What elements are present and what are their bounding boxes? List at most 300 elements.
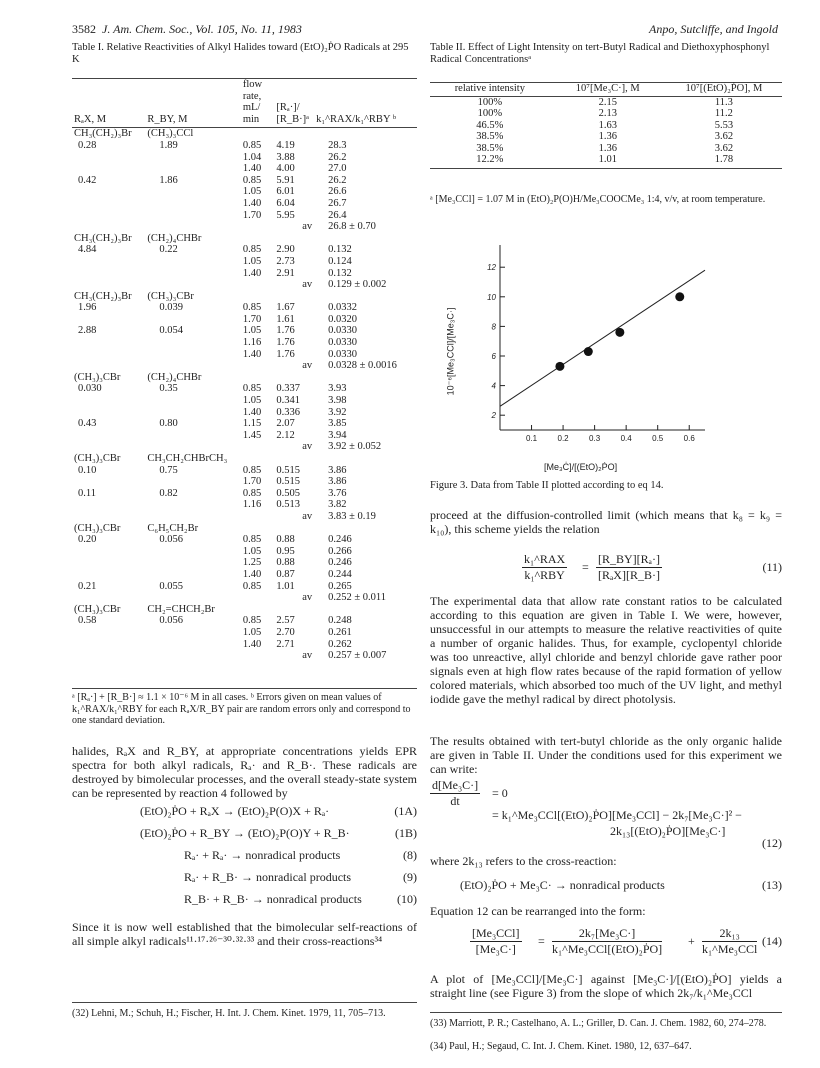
- table1-row: [72, 302, 417, 314]
- table1-row: [72, 279, 417, 291]
- table1-cell: [241, 128, 275, 140]
- table1-cell: 0.0330: [328, 337, 358, 349]
- table1-cell: 0.0332: [328, 302, 358, 314]
- table1-cell: [274, 372, 314, 384]
- reaction-1A: (EtO)₂ṖO + RₐX → (EtO)₂P(O)X + Rₐ·: [140, 804, 330, 818]
- table1-cell: 2.07: [276, 418, 295, 430]
- table1-cell: [241, 453, 275, 465]
- eqnum-12: (12): [762, 836, 782, 850]
- paragraph-right-1: proceed at the diffusion-controlled limit (which means that k₈ = k₉ = k₁₀), this scheme yields the relation: [430, 508, 782, 536]
- figure3-chart: [470, 240, 720, 455]
- table1-row: [72, 453, 417, 465]
- table1-cell: [72, 186, 145, 198]
- x-tick-label: 0.1: [525, 434, 538, 443]
- reaction-scheme: [72, 804, 417, 914]
- table2-cell: 1.78: [666, 154, 782, 168]
- table1-cell: 0.056: [159, 534, 184, 546]
- table2: [430, 82, 782, 169]
- table1-cell: 1.40: [242, 568, 262, 580]
- table1-cell: 0.95: [276, 545, 295, 557]
- table1-cell: 3.93: [328, 383, 347, 395]
- table2-cell: 11.3: [714, 96, 733, 108]
- table2-cell: 100%: [477, 108, 503, 119]
- paragraph-right-4: A plot of [Me₃CCl]/[Me₃C·] against [Me₃C·]/[(EtO)₂ṖO] yields a straight line (see Figure 3) from the slope of which 2k₇/k₁^Me₃CCl: [430, 972, 782, 1000]
- table1-cell: 0.515: [276, 476, 300, 488]
- table1-cell: 0.030: [78, 383, 102, 395]
- eqnum-13: (13): [762, 878, 782, 892]
- fit-line: [500, 270, 705, 406]
- table1-cell: av: [302, 360, 313, 372]
- table1-cell: [72, 569, 145, 581]
- table1-row: [72, 650, 417, 662]
- table1-cell: 1.40: [242, 267, 262, 279]
- table1-cell: 1.05: [242, 186, 262, 198]
- table1-cell: [314, 128, 417, 140]
- footnote-rule-right: [430, 1012, 782, 1013]
- table1-cell: [314, 523, 417, 535]
- table1-cell: 1.86: [159, 174, 178, 186]
- table1-cell: [72, 163, 145, 175]
- eq14-t1-num: 2k₇[Me₃C·]: [552, 926, 662, 942]
- table1-row: [72, 488, 417, 500]
- table1-cell: [145, 650, 240, 662]
- figure3-ylabel: 10⁻⁶[Me₃CCl]/[Me₃C·]: [445, 307, 456, 396]
- eq14-t2-den: k₁^Me₃CCl: [702, 942, 758, 956]
- table1-cell: [72, 407, 145, 419]
- table1-cell: 0.11: [78, 487, 96, 499]
- table1-cell: [145, 511, 240, 523]
- table1-cell: CH₃(CH₂)₃Br: [74, 128, 132, 140]
- table1-cell: [72, 511, 145, 523]
- table1-cell: [72, 152, 145, 164]
- table1-cell: [274, 291, 314, 303]
- table1-cell: 0.039: [159, 302, 184, 314]
- table1-cell: [145, 163, 240, 175]
- table1-cell: [72, 337, 145, 349]
- table1-cell: 1.25: [242, 557, 262, 569]
- table1-cell: av: [302, 650, 313, 662]
- table1-cell: (CH₃)₃CCl: [147, 128, 194, 140]
- table1-cell: 0.252 ± 0.011: [328, 592, 387, 604]
- table1-cell: 3.88: [276, 151, 295, 163]
- table1-row: [72, 546, 417, 558]
- table2-cell: 11.2: [714, 108, 733, 119]
- data-point: [615, 328, 624, 337]
- table1-cell: [241, 279, 275, 291]
- table1-cell: 1.15: [242, 418, 262, 430]
- table1-cell: 0.21: [78, 580, 97, 592]
- table1-cell: 1.76: [276, 325, 295, 337]
- table1-cell: 0.513: [276, 499, 300, 511]
- table1-cell: 1.05: [242, 626, 262, 638]
- table1-cell: 0.85: [242, 383, 262, 395]
- table1-cell: 0.341: [276, 395, 300, 407]
- table1-row: [72, 604, 417, 616]
- eq12-line2: = k₁^Me₃CCl[(EtO)₂ṖO][Me₃CCl] − 2k₇[Me₃C·]² −: [492, 808, 742, 822]
- table1-header-cell: RₐX, M: [72, 79, 145, 128]
- table1-cell: [241, 511, 275, 523]
- table1-cell: 1.01: [276, 580, 295, 592]
- table1-cell: 1.16: [242, 499, 262, 511]
- table1-cell: 0.244: [328, 568, 352, 580]
- eq12-lhs-num: d[Me₃C·]: [432, 778, 479, 792]
- table1-row: [72, 430, 417, 442]
- table1-row: [72, 383, 417, 395]
- table1-cell: 1.40: [242, 348, 262, 360]
- table1-cell: [145, 430, 240, 442]
- table1-cell: [145, 407, 240, 419]
- table1-cell: [72, 210, 145, 222]
- table2-cell: 2.13: [598, 108, 617, 119]
- table1-row: [72, 615, 417, 627]
- equation-11: k₁^RAX k₁^RBY = [R_BY][Rₐ·] [RₐX][R_B·] (11): [524, 552, 782, 582]
- table1-cell: [72, 256, 145, 268]
- eq14-lhs-num: [Me₃CCl]: [472, 926, 520, 940]
- eqnum-11: (11): [762, 560, 782, 574]
- table1-cell: 1.61: [276, 313, 295, 325]
- table1-cell: 0.22: [159, 244, 178, 256]
- table1-cell: [72, 430, 145, 442]
- reaction-8: Rₐ· + Rₐ· → nonradical products: [184, 848, 341, 862]
- eq14-t1-den: k₁^Me₃CCl[(EtO)₂ṖO]: [552, 942, 663, 956]
- table1-row: [72, 198, 417, 210]
- table1-cell: 0.246: [328, 557, 352, 569]
- table1-cell: [72, 279, 145, 291]
- reaction-9: Rₐ· + R_B· → nonradical products: [184, 870, 352, 884]
- table1-cell: [145, 395, 240, 407]
- table1-row: [72, 476, 417, 488]
- figure3-caption: Figure 3. Data from Table II plotted according to eq 14.: [430, 480, 664, 491]
- table2-row: [430, 154, 782, 168]
- table1-header-cell: [Rₐ·]/ [R_B·]ᵃ: [274, 79, 314, 128]
- table1-cell: [145, 441, 240, 453]
- table1-cell: 0.515: [276, 464, 300, 476]
- table1-header-cell: flow rate, mL/ min: [241, 79, 275, 128]
- table1-cell: [72, 639, 145, 651]
- table1-cell: 1.45: [242, 429, 262, 441]
- table1-cell: [241, 221, 275, 233]
- table2-cell: 100%: [477, 96, 503, 108]
- table1-cell: 1.16: [242, 337, 262, 349]
- table1-cell: 26.4: [328, 209, 347, 221]
- table1-cell: 26.2: [328, 174, 347, 186]
- table1-cell: 6.04: [276, 197, 295, 209]
- table1-cell: [72, 627, 145, 639]
- y-tick-label: 12: [487, 263, 496, 273]
- table2-row: [430, 131, 782, 143]
- table1-cell: (CH₃)₃CBr: [74, 371, 121, 383]
- table1-cell: [72, 476, 145, 488]
- table1-cell: 0.85: [242, 464, 262, 476]
- table1-cell: 6.01: [276, 186, 295, 198]
- table1-cell: [314, 291, 417, 303]
- table1-cell: CH₃(CH₂)₃Br: [74, 232, 132, 244]
- table1-row: [72, 163, 417, 175]
- page-number: 3582: [72, 22, 96, 36]
- eqnum-1B: (1B): [395, 826, 417, 840]
- footnote-34: (34) Paul, H.; Segaud, C. Int. J. Chem. Kinet. 1980, 12, 637–647.: [430, 1041, 692, 1052]
- table1-cell: [274, 233, 314, 245]
- table1-cell: [72, 268, 145, 280]
- table1-cell: 0.85: [242, 139, 262, 151]
- table1-cell: [145, 279, 240, 291]
- eq12-lhs-rhs: = 0: [492, 786, 508, 800]
- table1-cell: [274, 128, 314, 140]
- table1-row: [72, 499, 417, 511]
- table1-cell: [145, 499, 240, 511]
- table1-cell: [314, 453, 417, 465]
- table1-cell: 0.0328 ± 0.0016: [328, 360, 397, 372]
- equation-14: [Me₃CCl] [Me₃C·] = 2k₇[Me₃C·] k₁^Me₃CCl[(EtO)₂ṖO] + 2k₁₃ k₁^Me₃CCl (14): [472, 926, 782, 956]
- table1-cell: 1.76: [276, 337, 295, 349]
- table2-cell: 3.62: [714, 131, 734, 142]
- table1-row: [72, 221, 417, 233]
- table1-cell: 2.71: [276, 638, 295, 650]
- table1-row: [72, 325, 417, 337]
- table1-cell: 3.92: [328, 406, 347, 418]
- table1-cell: (CH₃)₃CBr: [147, 290, 194, 302]
- table1-cell: 1.70: [242, 209, 262, 221]
- equation-12: [430, 778, 782, 850]
- table1-cell: [145, 210, 240, 222]
- table1-row: [72, 128, 417, 140]
- table1-cell: 1.05: [242, 395, 262, 407]
- table2-cell: 3.62: [714, 142, 734, 154]
- table1-cell: [314, 372, 417, 384]
- table1-row: [72, 592, 417, 604]
- running-header: [72, 22, 302, 37]
- table1-cell: 2.57: [276, 615, 295, 627]
- eqnum-10: (10): [397, 892, 417, 906]
- table1-cell: [241, 291, 275, 303]
- table1-cell: 0.43: [78, 418, 97, 430]
- table1-cell: (CH₃)₃CBr: [74, 453, 121, 464]
- table1-cell: [72, 650, 145, 662]
- table2-cell: 12.2%: [430, 154, 550, 168]
- table1-cell: [314, 604, 417, 616]
- table1-cell: 0.132: [328, 267, 352, 279]
- table1-row: [72, 511, 417, 523]
- table1-cell: 27.0: [328, 163, 347, 175]
- table1-cell: 1.76: [276, 348, 295, 360]
- paragraph-right-2: The experimental data that allow rate constant ratios to be calculated according to this equation are given in Table I. We were, however, unsuccessful in our attempts to measure the relative reactivities of quite a number of organic halides. Thus, for example, cyclopentyl chloride was too unreactive, allyl chloride and benzyl chloride gave rather poor signals even at high flow rates because of the rapid formation of yellow colored materials, which absorbed too much of the UV light, and methyl iodide gave the methyl radical by direct photolysis.: [430, 594, 782, 706]
- y-tick-label: 10: [487, 292, 496, 302]
- table1-cell: [145, 268, 240, 280]
- table1-cell: [274, 453, 314, 465]
- table1-cell: [241, 441, 275, 453]
- table1-row: [72, 372, 417, 384]
- table1-cell: 1.05: [242, 255, 262, 267]
- table1-cell: (CH₂)₄CHBr: [147, 232, 202, 244]
- table2-body: [430, 96, 782, 168]
- table1-cell: 0.261: [328, 626, 352, 638]
- table1-cell: 0.505: [276, 487, 300, 499]
- table1-row: [72, 349, 417, 361]
- table2-row: [430, 96, 782, 108]
- table1-cell: 1.40: [242, 638, 262, 650]
- figure3-marks: [500, 270, 705, 406]
- table1-row: [72, 244, 417, 256]
- table2-header-cell: relative intensity: [430, 83, 550, 97]
- table1-cell: (CH₃)₃CBr: [74, 522, 121, 534]
- table1-cell: (CH₃)₃CBr: [74, 603, 121, 615]
- table1-cell: 0.85: [242, 615, 262, 627]
- data-point: [555, 362, 564, 371]
- table1-cell: av: [302, 441, 313, 453]
- table1-cell: [72, 557, 145, 569]
- table1-cell: 0.85: [242, 487, 262, 499]
- equation-13: [430, 878, 782, 894]
- table1-cell: [72, 360, 145, 372]
- table1-cell: 1.67: [276, 302, 295, 314]
- table1-cell: 0.265: [328, 580, 352, 592]
- table1-cell: 0.0320: [328, 313, 358, 325]
- eq14-t2-num: 2k₁₃: [702, 926, 757, 942]
- table1-cell: [145, 476, 240, 488]
- table1-cell: 26.7: [328, 197, 347, 209]
- table1-cell: 0.35: [159, 383, 178, 395]
- table1-cell: 3.85: [328, 418, 347, 430]
- journal-citation: J. Am. Chem. Soc., Vol. 105, No. 11, 1983: [102, 22, 302, 36]
- table2-row: [430, 120, 782, 132]
- y-tick-label: 8: [491, 322, 496, 332]
- table1-row: [72, 152, 417, 164]
- table1-footnote: ᵃ [Rₐ·] + [R_B·] ≈ 1.1 × 10⁻⁶ M in all cases. ᵇ Errors given on mean values of k₁^RAX/k₁^RBY for each RₐX/R_BY pair are random errors only and correspond to one standard deviation.: [72, 688, 417, 727]
- table1-cell: 0.20: [78, 534, 97, 546]
- table1-cell: 4.00: [276, 163, 295, 175]
- table1-row: [72, 291, 417, 303]
- table1-cell: 1.05: [242, 325, 262, 337]
- table2-cell: 5.53: [714, 119, 734, 131]
- table1-row: [72, 337, 417, 349]
- table1-cell: 2.12: [276, 429, 295, 441]
- eqnum-14: (14): [762, 934, 782, 948]
- y-tick-label: 4: [491, 381, 496, 391]
- table1-cell: [241, 592, 275, 604]
- table1-cell: 0.0330: [328, 325, 358, 337]
- table1-cell: 5.95: [276, 209, 295, 221]
- eq11-lhs-num: k₁^RAX: [524, 552, 566, 566]
- table1-cell: 0.055: [159, 580, 184, 592]
- table2-cell: 1.01: [550, 154, 666, 168]
- table1-row: [72, 210, 417, 222]
- x-tick-label: 0.4: [620, 434, 632, 443]
- table1-row: [72, 557, 417, 569]
- table1-cell: av: [302, 279, 313, 291]
- table1-row: [72, 268, 417, 280]
- table1-header-cell: k₁^RAX/k₁^RBY ᵇ: [314, 79, 417, 128]
- table1-cell: [241, 233, 275, 245]
- table1-cell: 0.80: [159, 418, 178, 430]
- x-tick-label: 0.2: [557, 434, 569, 443]
- table2-header-cell: 10⁷[Me₃C·], M: [550, 83, 666, 97]
- table1-cell: [72, 395, 145, 407]
- paragraph-left-1: halides, RₐX and R_BY, at appropriate concentrations yields EPR spectra for both alkyl radicals, Rₐ· and R_B·. These radicals are destroyed by bimolecular processes, and the overall steady-state system can be represented by reaction 4 followed by: [72, 744, 417, 800]
- table1-cell: [145, 639, 240, 651]
- table1-cell: 2.88: [78, 325, 97, 337]
- authors-header: Anpo, Sutcliffe, and Ingold: [649, 22, 778, 36]
- table1-cell: [72, 499, 145, 511]
- table2-cell: 1.36: [598, 142, 617, 154]
- table2-row: [430, 143, 782, 155]
- table1-cell: 0.85: [242, 534, 262, 546]
- table1-cell: 1.89: [159, 139, 178, 151]
- table1-cell: 1.70: [242, 476, 262, 488]
- eqnum-1A: (1A): [394, 804, 417, 818]
- table1: [72, 78, 417, 662]
- table2-cell: 38.5%: [476, 142, 504, 154]
- table1-row: [72, 395, 417, 407]
- footnote-33: (33) Marriott, P. R.; Castelhano, A. L.; Griller, D. Can. J. Chem. 1982, 60, 274–278.: [430, 1018, 767, 1029]
- table1-cell: 1.05: [242, 545, 262, 557]
- table1-row: [72, 534, 417, 546]
- table1-cell: CH₃(CH₂)₃Br: [74, 290, 132, 302]
- table2-cell: 46.5%: [476, 119, 504, 131]
- table1-cell: 0.054: [159, 325, 184, 337]
- x-tick-label: 0.3: [589, 434, 601, 443]
- table1-cell: 0.88: [276, 534, 295, 546]
- table1-cell: [72, 221, 145, 233]
- table2-cell: 1.36: [598, 131, 617, 142]
- table2-cell: 38.5%: [476, 131, 504, 142]
- x-tick-label: 0.6: [683, 434, 695, 443]
- table1-cell: [314, 233, 417, 245]
- table1-cell: 0.28: [78, 139, 97, 151]
- table1-cell: [145, 198, 240, 210]
- paragraph-left-2: Since it is now well established that the bimolecular self-reactions of all simple alkyl radicals¹¹·¹⁷·²⁶⁻³⁰·³²·³³ and their cross-reactions³⁴: [72, 920, 417, 948]
- table1-cell: 1.40: [242, 406, 262, 418]
- table1-cell: 1.96: [78, 302, 97, 314]
- table1-row: [72, 465, 417, 477]
- y-tick-label: 6: [491, 352, 496, 361]
- table1-cell: [274, 604, 314, 616]
- table2-header-cell: 10⁷[(EtO)₂ṖO], M: [666, 83, 782, 97]
- table1-cell: 0.75: [159, 464, 178, 476]
- table1-cell: [145, 221, 240, 233]
- table1-header-cell: R_BY, M: [145, 79, 240, 128]
- table1-cell: 1.40: [242, 197, 262, 209]
- table1-cell: 1.70: [242, 313, 262, 325]
- footnote-rule-left: [72, 1002, 417, 1003]
- table1-cell: [145, 186, 240, 198]
- table1-cell: 0.88: [276, 557, 295, 569]
- table1-cell: 0.42: [78, 174, 97, 186]
- table1-cell: 3.98: [328, 395, 347, 407]
- table1-cell: 26.8 ± 0.70: [328, 221, 376, 233]
- table1-cell: 0.337: [276, 383, 300, 395]
- table1-row: [72, 140, 417, 152]
- table1-cell: [145, 627, 240, 639]
- reaction-1B: (EtO)₂ṖO + R_BY → (EtO)₂P(O)Y + R_B·: [140, 826, 350, 840]
- where-text: where 2k₁₃ refers to the cross-reaction:: [430, 854, 617, 868]
- table1-row: [72, 233, 417, 245]
- table1-cell: 0.85: [242, 302, 262, 314]
- table1-row: [72, 569, 417, 581]
- table1-cell: [145, 337, 240, 349]
- table1-cell: 0.129 ± 0.002: [328, 279, 387, 291]
- table1-row: [72, 256, 417, 268]
- table1-cell: 28.3: [328, 139, 347, 151]
- table1-cell: 0.132: [328, 244, 352, 256]
- table1-body: [72, 128, 417, 662]
- eq12-lhs-den: dt: [450, 794, 460, 808]
- table1-cell: 1.04: [242, 151, 262, 163]
- y-tick-label: 2: [491, 411, 496, 421]
- table1-cell: (CH₂)₄CHBr: [147, 371, 202, 383]
- table1-cell: 3.92 ± 0.052: [328, 441, 382, 453]
- table1-row: [72, 441, 417, 453]
- table2-footnote: ᵃ [Me₃CCl] = 1.07 M in (EtO)₂P(O)H/Me₃COOCMe₃ 1:4, v/v, at room temperature.: [430, 194, 766, 205]
